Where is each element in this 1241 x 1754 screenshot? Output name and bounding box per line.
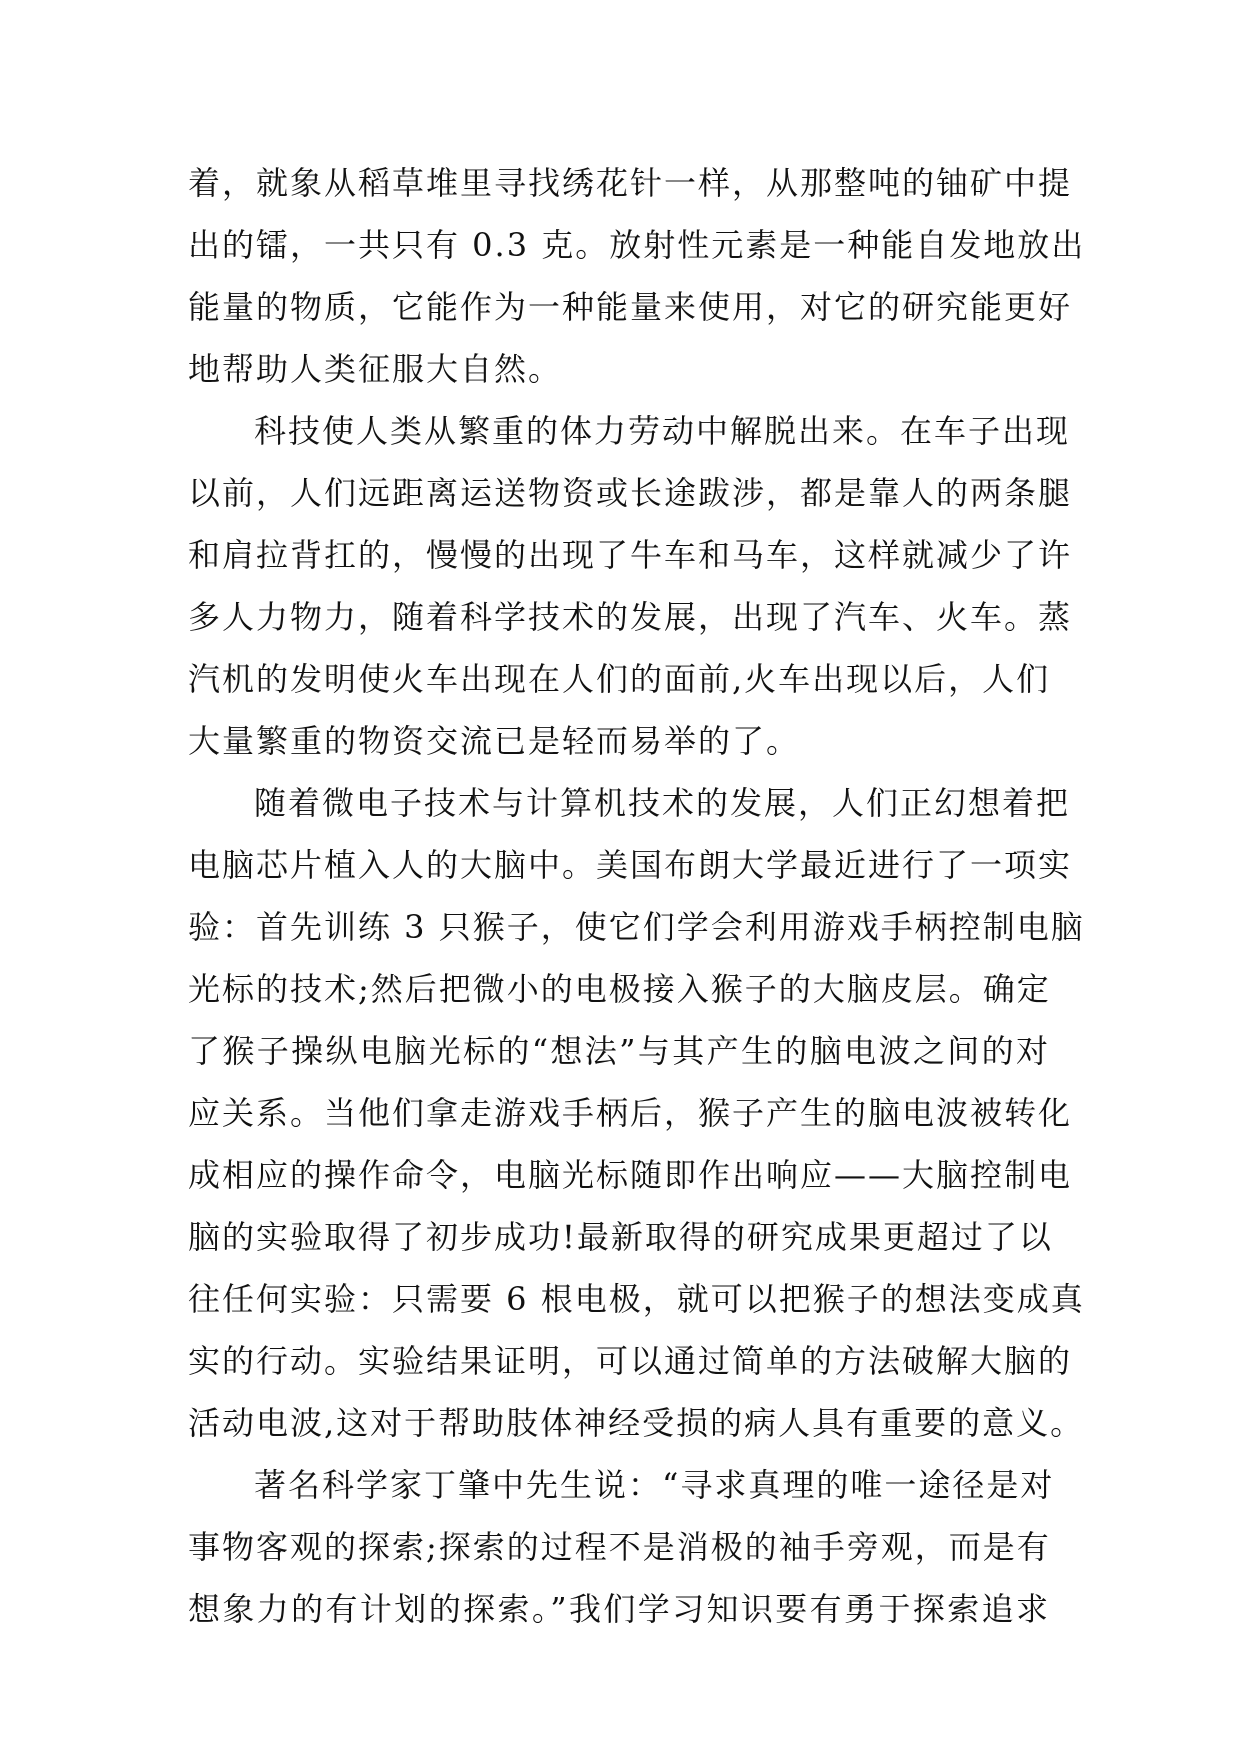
text-line: 脑的实验取得了初步成功!最新取得的研究成果更超过了以	[188, 1218, 1053, 1256]
text-line: 往任何实验：只需要 6 根电极，就可以把猴子的想法变成真	[188, 1280, 1085, 1318]
paragraph-first-line: 随着微电子技术与计算机技术的发展，人们正幻想着把	[254, 784, 1071, 822]
text-line: 汽机的发明使火车出现在人们的面前,火车出现以后，人们	[188, 660, 1051, 698]
text-line: 电脑芯片植入人的大脑中。美国布朗大学最近进行了一项实	[188, 846, 1073, 884]
text-line: 活动电波,这对于帮助肢体神经受损的病人具有重要的意义。	[188, 1404, 1085, 1442]
text-line: 和肩拉背扛的，慢慢的出现了牛车和马车，这样就减少了许	[188, 536, 1073, 574]
text-line: 应关系。当他们拿走游戏手柄后，猴子产生的脑电波被转化	[188, 1094, 1073, 1132]
text-line: 地帮助人类征服大自然。	[188, 350, 563, 388]
text-line: 出的镭，一共只有 0.3 克。放射性元素是一种能自发地放出	[188, 226, 1086, 264]
text-line: 光标的技术;然后把微小的电极接入猴子的大脑皮层。确定	[188, 970, 1051, 1008]
text-line: 想象力的有计划的探索。”我们学习知识要有勇于探索追求	[188, 1590, 1050, 1628]
text-line: 能量的物质，它能作为一种能量来使用，对它的研究能更好	[188, 288, 1073, 326]
text-line: 多人力物力，随着科学技术的发展，出现了汽车、火车。蒸	[188, 598, 1073, 636]
body-text	[188, 152, 1086, 1640]
paragraph-first-line: 著名科学家丁肇中先生说：“寻求真理的唯一途径是对	[254, 1466, 1055, 1504]
text-line: 以前，人们远距离运送物资或长途跋涉，都是靠人的两条腿	[188, 474, 1073, 512]
text-line: 成相应的操作命令，电脑光标随即作出响应——大脑控制电	[188, 1156, 1073, 1194]
paragraph-first-line: 科技使人类从繁重的体力劳动中解脱出来。在车子出现	[254, 412, 1071, 450]
text-line: 事物客观的探索;探索的过程不是消极的袖手旁观，而是有	[188, 1528, 1051, 1566]
text-line: 了猴子操纵电脑光标的“想法”与其产生的脑电波之间的对	[188, 1032, 1050, 1070]
text-line: 验：首先训练 3 只猴子，使它们学会利用游戏手柄控制电脑	[188, 908, 1085, 946]
text-line: 实的行动。实验结果证明，可以通过简单的方法破解大脑的	[188, 1342, 1073, 1380]
text-line: 着，就象从稻草堆里寻找绣花针一样，从那整吨的铀矿中提	[188, 164, 1073, 202]
text-line: 大量繁重的物资交流已是轻而易举的了。	[188, 722, 801, 760]
